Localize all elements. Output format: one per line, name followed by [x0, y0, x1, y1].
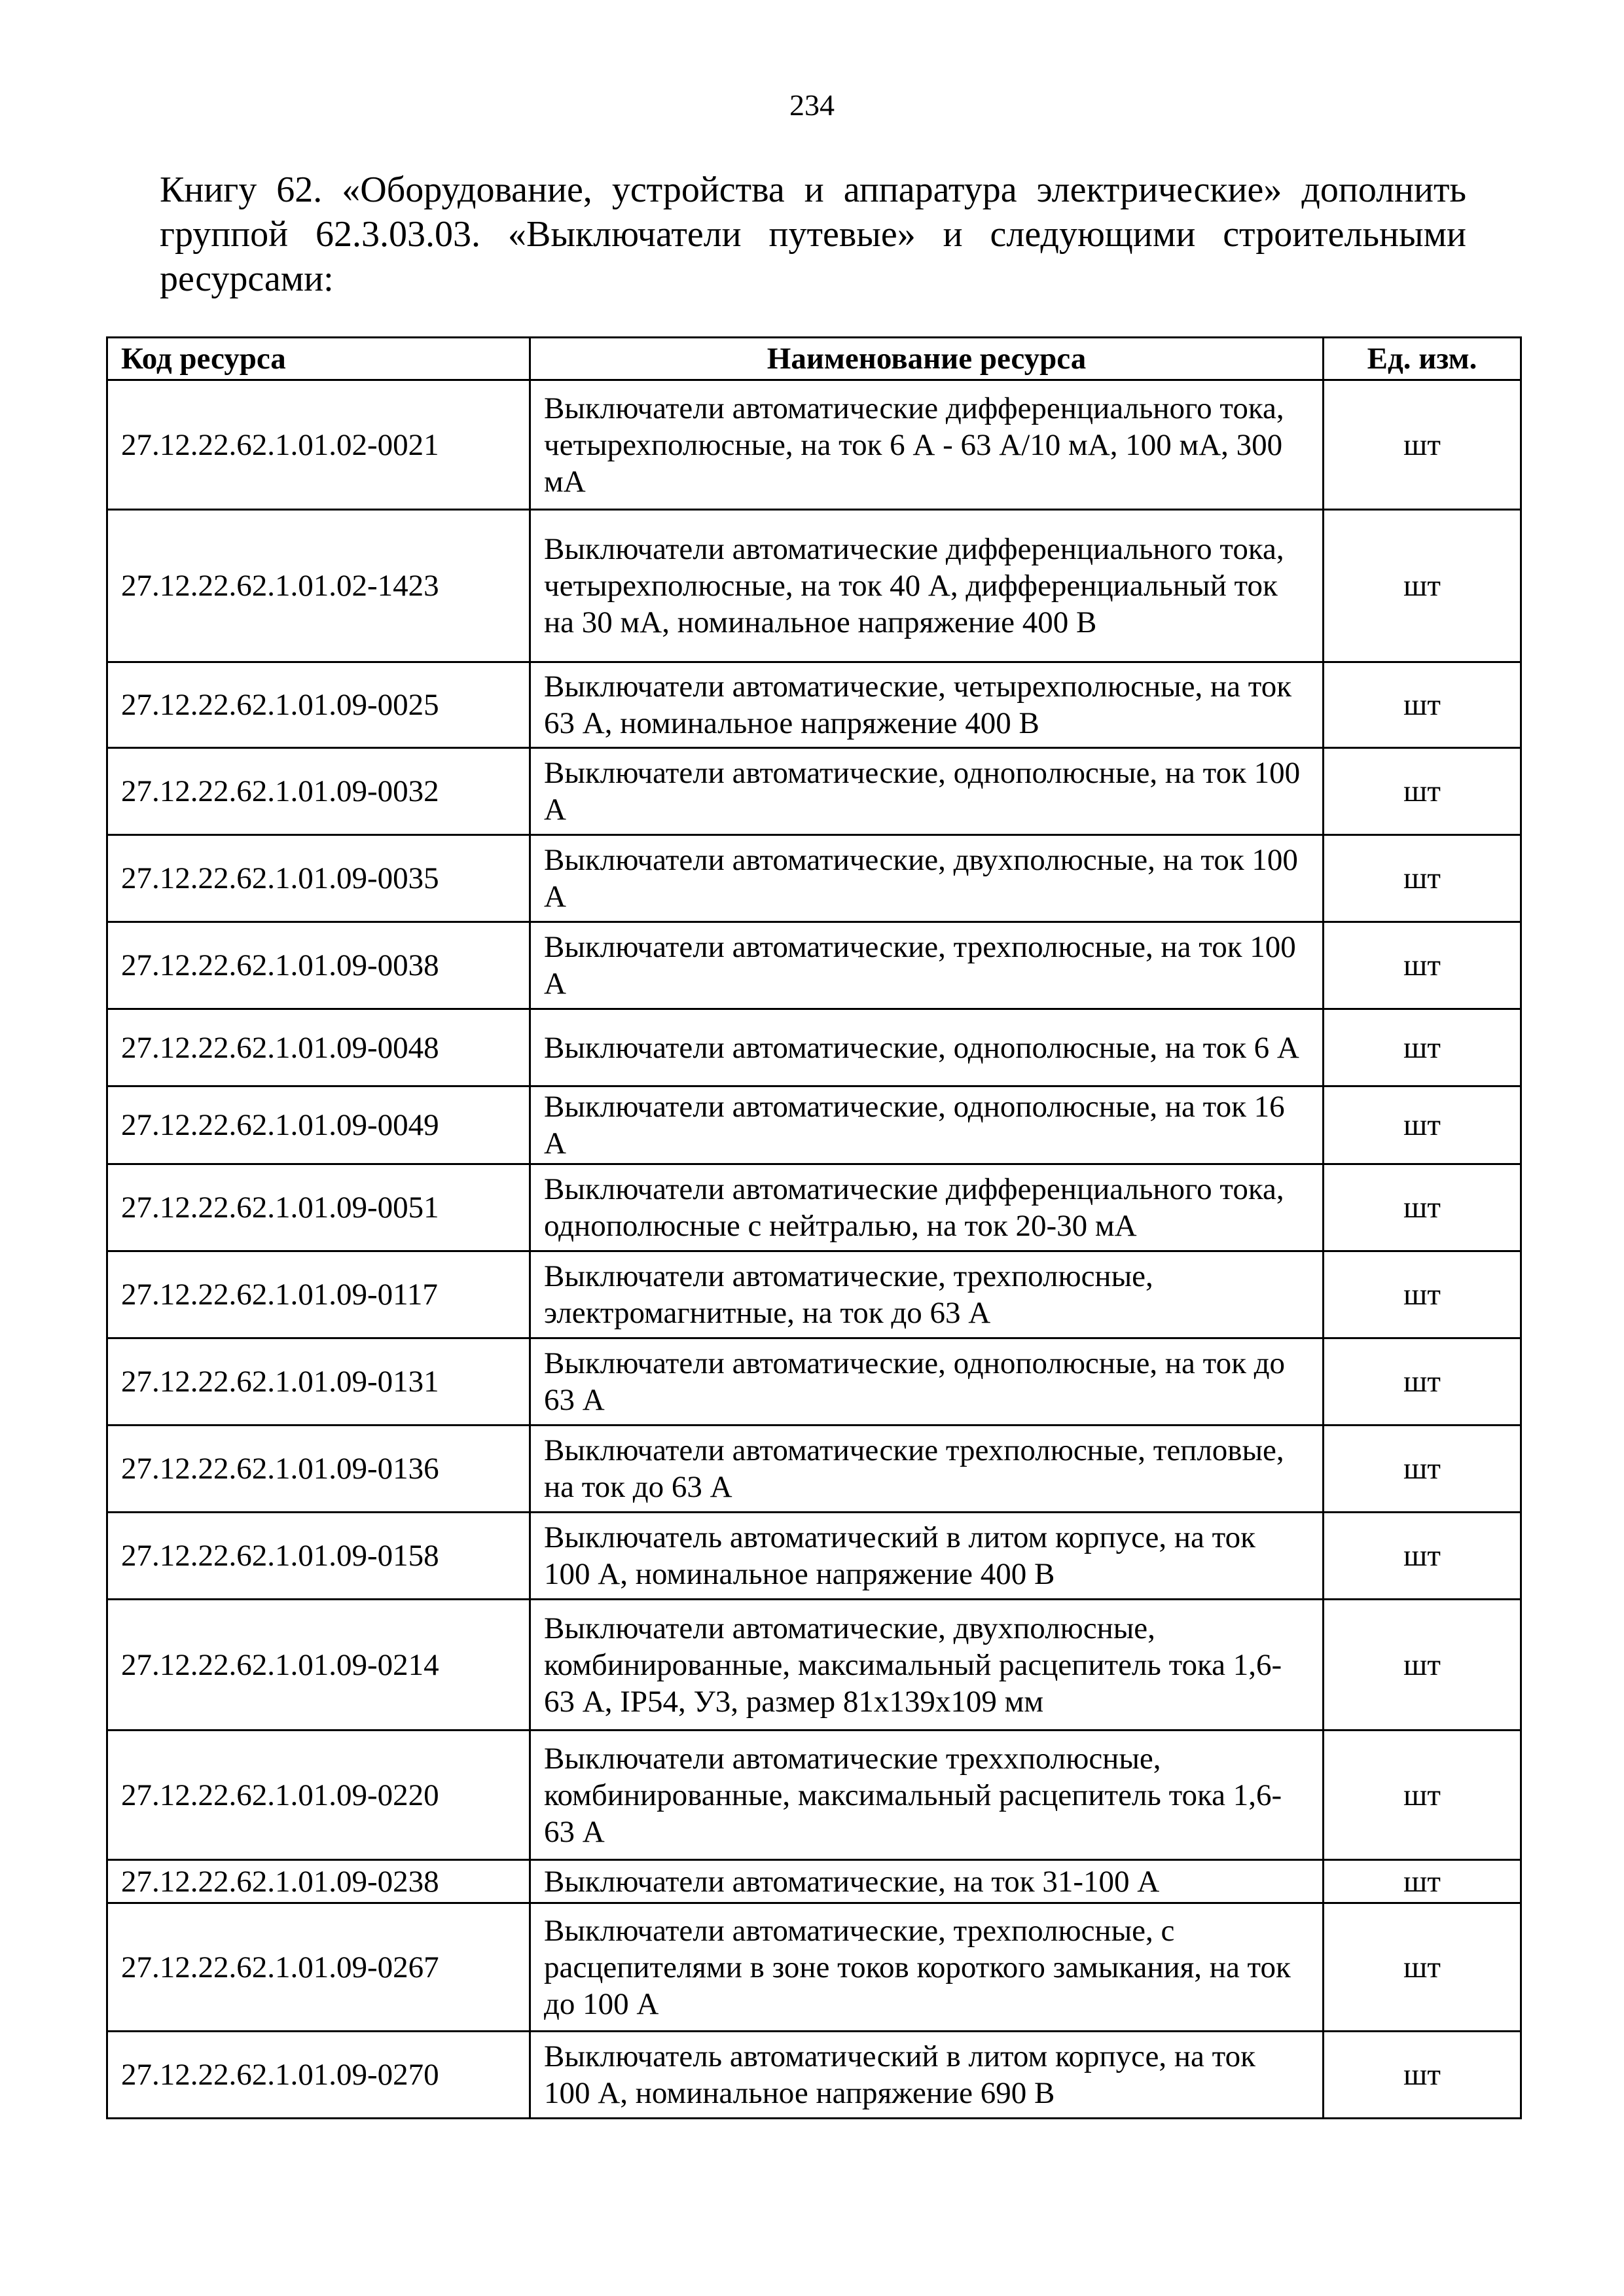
table-row: [107, 1513, 1521, 1600]
resource-unit: шт: [1324, 2032, 1521, 2119]
resource-name: Выключатели автоматические, однополюсные, на ток 6 А: [530, 1009, 1324, 1086]
table-row: [107, 380, 1521, 510]
resource-unit: шт: [1324, 1426, 1521, 1513]
resource-unit: шт: [1324, 662, 1521, 748]
resource-name: Выключатели автоматические, двухполюсные, комбинированные, максимальный расцепитель тока 1,6-63 А, IP54, У3, размер 81х139х109 мм: [530, 1600, 1324, 1731]
resource-unit: шт: [1324, 922, 1521, 1009]
resource-code: 27.12.22.62.1.01.09-0267: [107, 1903, 530, 2032]
resource-unit: шт: [1324, 835, 1521, 922]
resource-code: 27.12.22.62.1.01.09-0048: [107, 1009, 530, 1086]
resource-name: Выключатели автоматические, двухполюсные, на ток 100 А: [530, 835, 1324, 922]
table-row: [107, 922, 1521, 1009]
resource-name: Выключатели автоматические, трехполюсные, на ток 100 А: [530, 922, 1324, 1009]
resource-name: Выключатель автоматический в литом корпусе, на ток 100 А, номинальное напряжение 400 В: [530, 1513, 1324, 1600]
resource-name: Выключатели автоматические, трехполюсные, с расцепителями в зоне токов короткого замыкания, на ток до 100 А: [530, 1903, 1324, 2032]
resource-code: 27.12.22.62.1.01.09-0136: [107, 1426, 530, 1513]
header-name: Наименование ресурса: [530, 338, 1324, 380]
resource-unit: шт: [1324, 1009, 1521, 1086]
intro-paragraph: Книгу 62. «Оборудование, устройства и аппаратура электрические» дополнить группой 62.3.03.03. «Выключатели путевые» и следующими строительными ресурсами:: [160, 170, 1466, 299]
resource-name: Выключатель автоматический в литом корпусе, на ток 100 А, номинальное напряжение 690 В: [530, 2032, 1324, 2119]
resource-unit: шт: [1324, 510, 1521, 662]
resource-code: 27.12.22.62.1.01.09-0238: [107, 1860, 530, 1903]
resource-name: Выключатели автоматические, однополюсные, на ток 100 А: [530, 748, 1324, 835]
table-row: [107, 1860, 1521, 1903]
resource-unit: шт: [1324, 1338, 1521, 1426]
resource-name: Выключатели автоматические трехxполюсные, комбинированные, максимальный расцепитель тока 1,6-63 А: [530, 1731, 1324, 1860]
resources-table: [106, 336, 1522, 2119]
table-row: [107, 1600, 1521, 1731]
resource-unit: шт: [1324, 1251, 1521, 1338]
resource-code: 27.12.22.62.1.01.02-0021: [107, 380, 530, 510]
table-row: [107, 1903, 1521, 2032]
resource-unit: шт: [1324, 1903, 1521, 2032]
table-row: [107, 748, 1521, 835]
resource-unit: шт: [1324, 1164, 1521, 1251]
resource-code: 27.12.22.62.1.01.09-0117: [107, 1251, 530, 1338]
resource-code: 27.12.22.62.1.01.02-1423: [107, 510, 530, 662]
table-row: [107, 1164, 1521, 1251]
table-row: [107, 1086, 1521, 1164]
resource-code: 27.12.22.62.1.01.09-0214: [107, 1600, 530, 1731]
resource-name: Выключатели автоматические дифференциального тока, однополюсные с нейтралью, на ток 20-30 мА: [530, 1164, 1324, 1251]
resource-unit: шт: [1324, 748, 1521, 835]
table-row: [107, 1009, 1521, 1086]
resource-unit: шт: [1324, 1600, 1521, 1731]
resource-unit: шт: [1324, 1731, 1521, 1860]
resource-name: Выключатели автоматические трехполюсные, тепловые, на ток до 63 А: [530, 1426, 1324, 1513]
resource-code: 27.12.22.62.1.01.09-0051: [107, 1164, 530, 1251]
resource-name: Выключатели автоматические, однополюсные, на ток 16 А: [530, 1086, 1324, 1164]
table-row: [107, 1338, 1521, 1426]
table-header-row: [107, 338, 1521, 380]
header-code: Код ресурса: [107, 338, 530, 380]
resource-name: Выключатели автоматические дифференциального тока, четырехполюсные, на ток 40 А, дифференциальный ток на 30 мА, номинальное напряжение 400 В: [530, 510, 1324, 662]
resource-name: Выключатели автоматические дифференциального тока, четырехполюсные, на ток 6 А - 63 А/10 мА, 100 мА, 300 мА: [530, 380, 1324, 510]
resource-code: 27.12.22.62.1.01.09-0025: [107, 662, 530, 748]
resource-unit: шт: [1324, 1086, 1521, 1164]
resource-code: 27.12.22.62.1.01.09-0270: [107, 2032, 530, 2119]
table-row: [107, 1251, 1521, 1338]
resource-name: Выключатели автоматические, четырехполюсные, на ток 63 А, номинальное напряжение 400 В: [530, 662, 1324, 748]
resource-code: 27.12.22.62.1.01.09-0038: [107, 922, 530, 1009]
resource-unit: шт: [1324, 1860, 1521, 1903]
resource-code: 27.12.22.62.1.01.09-0131: [107, 1338, 530, 1426]
table-row: [107, 1731, 1521, 1860]
resource-name: Выключатели автоматические, на ток 31-100 А: [530, 1860, 1324, 1903]
resource-code: 27.12.22.62.1.01.09-0049: [107, 1086, 530, 1164]
table-row: [107, 662, 1521, 748]
table-row: [107, 510, 1521, 662]
table-row: [107, 2032, 1521, 2119]
resource-name: Выключатели автоматические, трехполюсные, электромагнитные, на ток до 63 А: [530, 1251, 1324, 1338]
table-row: [107, 835, 1521, 922]
resource-code: 27.12.22.62.1.01.09-0158: [107, 1513, 530, 1600]
resource-unit: шт: [1324, 1513, 1521, 1600]
table-row: [107, 1426, 1521, 1513]
resource-code: 27.12.22.62.1.01.09-0035: [107, 835, 530, 922]
page-number: 234: [789, 88, 835, 122]
resource-name: Выключатели автоматические, однополюсные, на ток до 63 А: [530, 1338, 1324, 1426]
resource-code: 27.12.22.62.1.01.09-0032: [107, 748, 530, 835]
header-unit: Ед. изм.: [1324, 338, 1521, 380]
resource-unit: шт: [1324, 380, 1521, 510]
resource-code: 27.12.22.62.1.01.09-0220: [107, 1731, 530, 1860]
